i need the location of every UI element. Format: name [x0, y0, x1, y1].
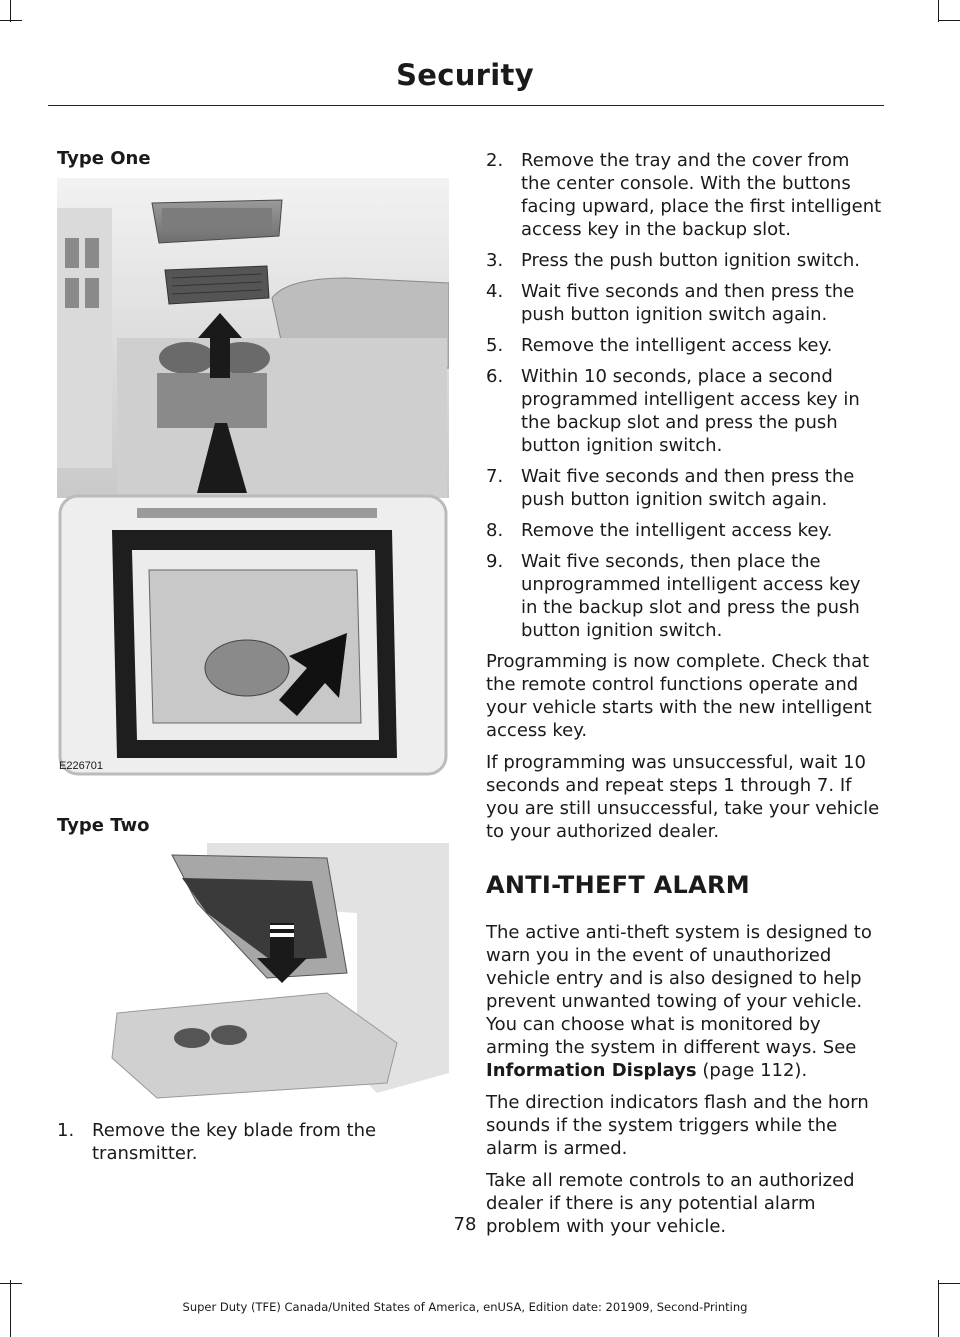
step-item — [486, 280, 882, 326]
figure-console-type-two — [57, 843, 449, 1103]
step-item — [57, 1119, 449, 1165]
crop-mark — [0, 1283, 22, 1284]
console-type-two-illustration — [57, 843, 449, 1103]
left-steps — [57, 1119, 449, 1173]
step-text: Within 10 seconds, place a second programmed intelligent access key in the backup slot and press the push button ignition switch. — [521, 366, 860, 456]
page-title: Security — [396, 58, 534, 92]
step-text: Wait five seconds and then press the push button ignition switch again. — [521, 466, 855, 510]
crop-mark — [938, 1280, 939, 1337]
console-type-one-illustration — [57, 178, 449, 778]
section-heading-anti-theft-alarm: ANTI-THEFT ALARM — [486, 871, 750, 899]
header-rule — [48, 105, 884, 106]
step-text: Remove the intelligent access key. — [521, 335, 833, 356]
step-number: 6. — [486, 366, 504, 387]
crop-mark — [938, 0, 939, 22]
step-text: Remove the tray and the cover from the center console. With the buttons facing upward, place the first intelligent access key in the backup slot. — [521, 150, 882, 240]
figure-code: E226701 — [59, 760, 104, 772]
step-number: 1. — [57, 1120, 75, 1141]
step-number: 8. — [486, 520, 504, 541]
step-number: 7. — [486, 466, 504, 487]
crop-mark — [938, 20, 960, 21]
step-text: Remove the key blade from the transmitter. — [92, 1120, 377, 1164]
footer-edition: Super Duty (TFE) Canada/United States of America, enUSA, Edition date: 201909, Second-Printing — [182, 1300, 748, 1314]
step-item — [486, 465, 882, 511]
paragraph-complete: Programming is now complete. Check that the remote control functions operate and your vehicle starts with the new intelligent access key. — [486, 651, 872, 741]
step-item — [486, 519, 882, 542]
step-number: 3. — [486, 250, 504, 271]
page-number: 78 — [453, 1214, 477, 1235]
step-text: Wait five seconds, then place the unprogrammed intelligent access key in the backup slot and press the push button ignition switch. — [521, 551, 861, 641]
figure-console-type-one — [57, 178, 449, 778]
step-text: Press the push button ignition switch. — [521, 250, 861, 271]
step-text: Wait five seconds and then press the push button ignition switch again. — [521, 281, 855, 325]
crop-mark — [938, 1283, 960, 1284]
crop-mark — [0, 20, 22, 21]
step-text: Remove the intelligent access key. — [521, 520, 833, 541]
cross-reference-link[interactable]: Information Displays — [486, 1060, 697, 1081]
step-item — [486, 365, 882, 457]
paragraph-alarm-dealer: Take all remote controls to an authorized dealer if there is any potential alarm problem with your vehicle. — [486, 1170, 855, 1237]
crop-mark — [10, 0, 11, 22]
paragraph-alarm-trigger: The direction indicators flash and the horn sounds if the system triggers while the alarm is armed. — [486, 1092, 869, 1159]
type-two-label: Type Two — [57, 815, 150, 836]
step-number: 9. — [486, 551, 504, 572]
cross-reference-page: (page 112). — [702, 1060, 808, 1081]
step-number: 2. — [486, 150, 504, 171]
paragraph-unsuccessful: If programming was unsuccessful, wait 10 seconds and repeat steps 1 through 7. If you are still unsuccessful, take your vehicle to your authorized dealer. — [486, 752, 880, 842]
step-number: 5. — [486, 335, 504, 356]
step-item — [486, 334, 882, 357]
step-item — [486, 550, 882, 642]
step-item — [486, 249, 882, 272]
type-one-label: Type One — [57, 148, 151, 169]
alarm-intro-text: The active anti-theft system is designed to warn you in the event of unauthorized vehicle entry and is also designed to help prevent unwanted towing of your vehicle. You can choose what is monitored by arming the system in different ways. See — [486, 922, 872, 1058]
step-item — [486, 149, 882, 241]
paragraph-alarm-intro — [486, 921, 882, 1082]
right-column — [486, 149, 882, 1247]
step-number: 4. — [486, 281, 504, 302]
